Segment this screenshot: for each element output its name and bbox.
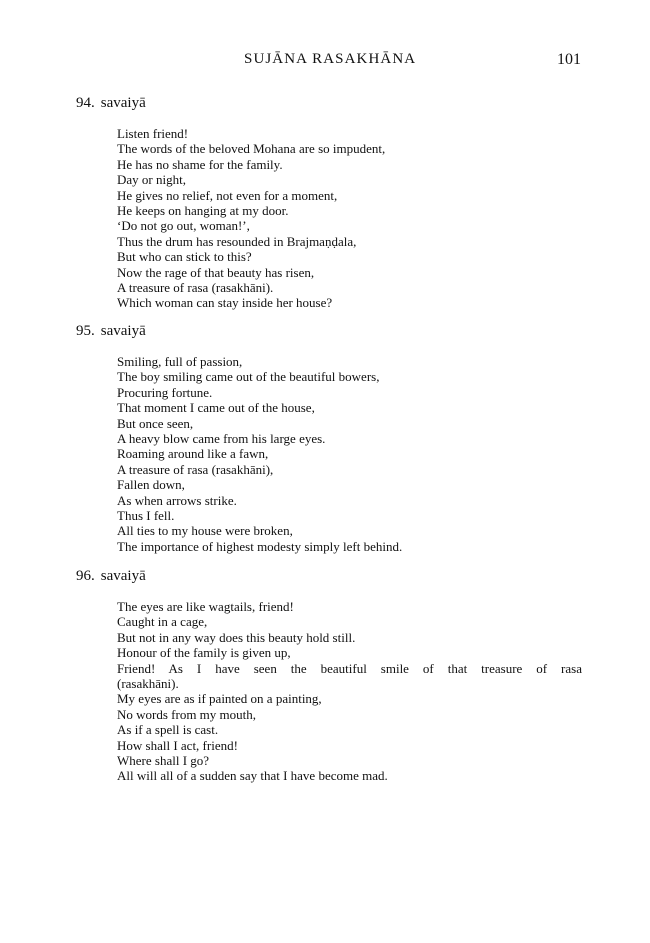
- verse-line: My eyes are as if painted on a painting,: [117, 691, 322, 707]
- verse-line: The boy smiling came out of the beautiful bowers,: [117, 369, 380, 385]
- running-head: [0, 51, 650, 71]
- verse-line: Procuring fortune.: [117, 384, 213, 400]
- verse-line: He has no shame for the family.: [117, 156, 283, 172]
- verse-line: Caught in a cage,: [117, 614, 208, 630]
- section-form: savaiyā: [100, 568, 146, 584]
- poem-section-96: [76, 567, 596, 784]
- verse-line: As when arrows strike.: [117, 492, 237, 508]
- section-number: 95.: [76, 323, 95, 339]
- verse-lines: [117, 354, 582, 554]
- verse-lines: [117, 126, 582, 311]
- poem-section-95: [76, 322, 596, 554]
- verse-line: That moment I came out of the house,: [117, 400, 315, 416]
- verse-line: He keeps on hanging at my door.: [117, 203, 289, 219]
- section-heading: [76, 322, 596, 340]
- verse-line: The words of the beloved Mohana are so impudent,: [117, 141, 386, 157]
- verse-line: All will all of a sudden say that I have become mad.: [117, 768, 388, 784]
- verse-line: Now the rage of that beauty has risen,: [117, 264, 315, 280]
- verse-line: A treasure of rasa (rasakhāni).: [117, 280, 274, 296]
- verse-line: All ties to my house were broken,: [117, 523, 293, 539]
- verse-line: (rasakhāni).: [117, 676, 179, 692]
- verse-line: But who can stick to this?: [117, 249, 252, 265]
- verse-line: Thus I fell.: [117, 508, 175, 524]
- verse-line: ‘Do not go out, woman!’,: [117, 218, 250, 234]
- verse-line: A heavy blow came from his large eyes.: [117, 431, 326, 447]
- verse-line: Listen friend!: [117, 126, 189, 141]
- section-number: 94.: [76, 95, 95, 111]
- verse-line: Friend! As I have seen the beautiful smile of that treasure of rasa: [117, 660, 582, 676]
- page-number: 101: [557, 51, 581, 68]
- verse-line: As if a spell is cast.: [117, 722, 219, 738]
- verse-line: Roaming around like a fawn,: [117, 446, 269, 462]
- section-form: savaiyā: [100, 95, 146, 111]
- verse-line: The importance of highest modesty simply left behind.: [117, 538, 403, 554]
- verse-line: Fallen down,: [117, 477, 185, 493]
- section-form: savaiyā: [100, 323, 146, 339]
- verse-line: The eyes are like wagtails, friend!: [117, 599, 294, 614]
- verse-line: But once seen,: [117, 415, 194, 431]
- section-heading: [76, 94, 596, 112]
- verse-line: But not in any way does this beauty hold still.: [117, 629, 356, 645]
- section-heading: [76, 567, 596, 585]
- verse-line: Thus the drum has resounded in Brajmaṇḍala,: [117, 233, 357, 249]
- verse-line: How shall I act, friend!: [117, 737, 238, 753]
- verse-lines: [117, 599, 582, 784]
- verse-line: He gives no relief, not even for a moment,: [117, 187, 338, 203]
- verse-line: Smiling, full of passion,: [117, 354, 243, 369]
- running-head-title: SUJĀNA RASAKHĀNA: [244, 51, 417, 67]
- poem-section-94: [76, 94, 596, 311]
- section-number: 96.: [76, 568, 95, 584]
- verse-line: A treasure of rasa (rasakhāni),: [117, 461, 274, 477]
- verse-line: Which woman can stay inside her house?: [117, 295, 333, 311]
- verse-line: Honour of the family is given up,: [117, 645, 291, 661]
- verse-line: Day or night,: [117, 172, 186, 188]
- verse-line: No words from my mouth,: [117, 706, 257, 722]
- verse-line: Where shall I go?: [117, 753, 210, 769]
